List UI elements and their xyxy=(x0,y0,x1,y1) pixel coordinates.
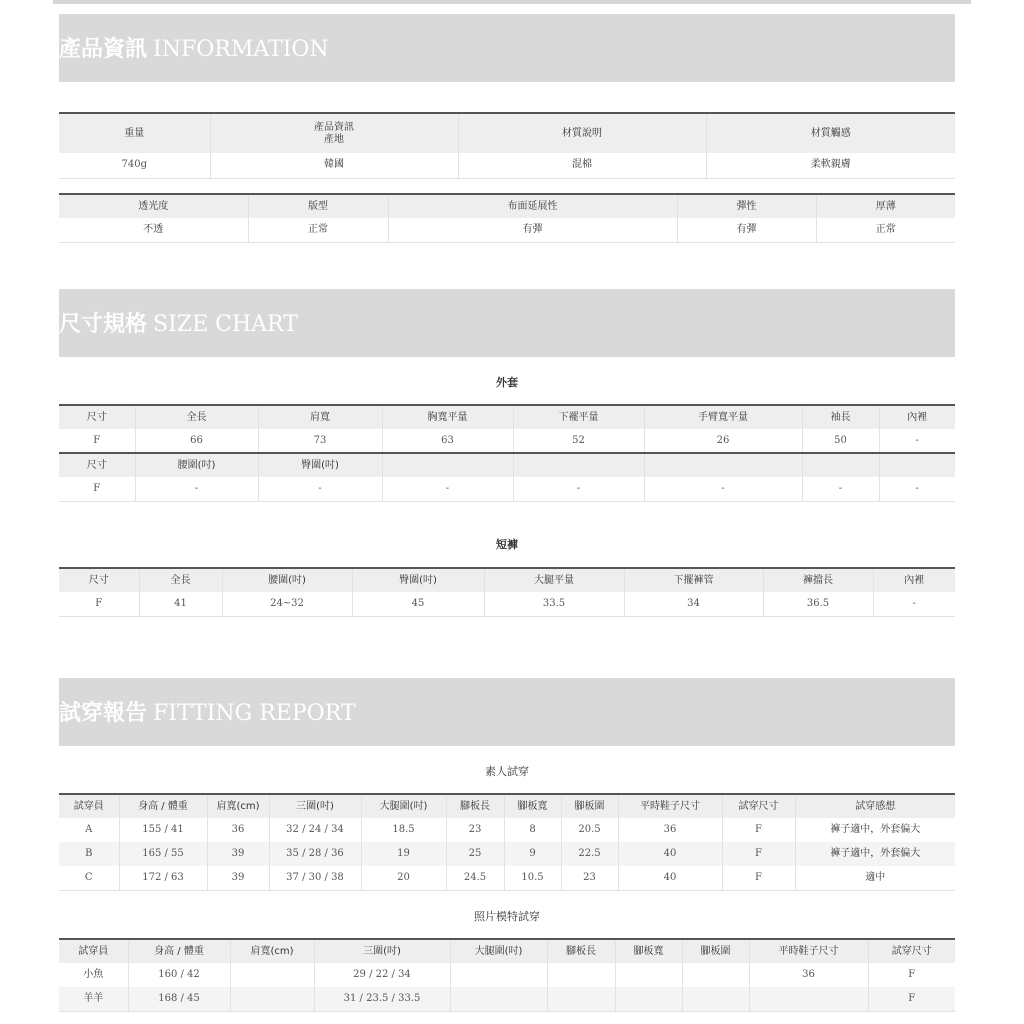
data-cell: 褲子適中，外套偏大 xyxy=(795,842,955,866)
info-table-1 xyxy=(59,112,955,179)
header-cell: 臀圍(吋) xyxy=(258,453,382,477)
data-cell: 有彈 xyxy=(677,218,816,242)
header-cell: 腳板寬 xyxy=(504,794,561,818)
header-cell: 腰圍(吋) xyxy=(222,568,352,592)
data-cell: F xyxy=(59,477,135,501)
header-cell: 褲擋長 xyxy=(763,568,873,592)
data-cell: 50 xyxy=(802,429,879,453)
header-cell: 三圍(吋) xyxy=(314,939,450,963)
header-cell: 透光度 xyxy=(59,194,248,218)
data-cell: 24~32 xyxy=(222,592,352,616)
section-title-zh: 尺寸規格 xyxy=(59,312,148,337)
data-cell: 40 xyxy=(618,842,722,866)
header-cell: 材質說明 xyxy=(458,113,706,153)
data-cell: C xyxy=(59,866,119,890)
data-cell: 正常 xyxy=(816,218,955,242)
model-fitting-table xyxy=(59,938,955,1012)
table-header-row xyxy=(59,939,955,963)
data-cell: 40 xyxy=(618,866,722,890)
data-cell: 20.5 xyxy=(561,818,618,842)
jacket-caption: 外套 xyxy=(496,376,518,389)
table-row xyxy=(59,477,955,501)
data-cell: A xyxy=(59,818,119,842)
data-cell: 160 / 42 xyxy=(128,963,230,987)
table-row xyxy=(59,429,955,453)
header-cell: 版型 xyxy=(248,194,388,218)
header-cell: 平時鞋子尺寸 xyxy=(618,794,722,818)
data-cell: 36 xyxy=(749,963,868,987)
data-cell: 26 xyxy=(644,429,802,453)
data-cell: 45 xyxy=(352,592,484,616)
data-cell xyxy=(450,987,547,1011)
section-title-en: INFORMATION xyxy=(153,37,329,62)
header-cell: 袖長 xyxy=(802,405,879,429)
section-title-zh: 試穿報告 xyxy=(59,701,148,726)
header-cell: 平時鞋子尺寸 xyxy=(749,939,868,963)
data-cell: 22.5 xyxy=(561,842,618,866)
data-cell: - xyxy=(879,477,955,501)
size-chart-title xyxy=(59,307,298,338)
data-cell: 740g xyxy=(59,153,210,178)
origin-header-line1: 產品資訊 產地 xyxy=(314,121,354,145)
section-title-en: SIZE CHART xyxy=(153,312,298,337)
header-cell xyxy=(210,113,458,153)
data-cell: 29 / 22 / 34 xyxy=(314,963,450,987)
header-cell: 肩寬 xyxy=(258,405,382,429)
header-cell: 試穿尺寸 xyxy=(868,939,955,963)
table-header-row xyxy=(59,194,955,218)
data-cell: - xyxy=(258,477,382,501)
data-cell: 20 xyxy=(361,866,446,890)
table-header-row xyxy=(59,113,955,153)
data-cell xyxy=(682,963,749,987)
data-cell: F xyxy=(722,818,795,842)
header-cell: 手臂寬平量 xyxy=(644,405,802,429)
section-title-zh: 產品資訊 xyxy=(59,37,148,62)
data-cell: 36 xyxy=(207,818,269,842)
header-cell: 身高 / 體重 xyxy=(128,939,230,963)
data-cell: 不透 xyxy=(59,218,248,242)
data-cell xyxy=(450,963,547,987)
data-cell: F xyxy=(722,842,795,866)
header-cell: 腳板長 xyxy=(446,794,504,818)
header-cell: 試穿員 xyxy=(59,939,128,963)
data-cell: 32 / 24 / 34 xyxy=(269,818,361,842)
data-cell: 66 xyxy=(135,429,258,453)
data-cell: F xyxy=(868,987,955,1011)
model-fitting-caption: 照片模特試穿 xyxy=(474,910,540,923)
header-cell: 肩寬(cm) xyxy=(207,794,269,818)
data-cell xyxy=(615,987,682,1011)
header-cell: 腳板圍 xyxy=(682,939,749,963)
data-cell xyxy=(615,963,682,987)
table-row xyxy=(59,842,955,866)
data-cell: 63 xyxy=(382,429,513,453)
header-cell xyxy=(382,453,513,477)
data-cell: 165 / 55 xyxy=(119,842,207,866)
shorts-caption: 短褲 xyxy=(496,538,518,551)
header-cell: 尺寸 xyxy=(59,405,135,429)
header-cell: 材質觸感 xyxy=(706,113,955,153)
table-header-row xyxy=(59,568,955,592)
header-cell: 尺寸 xyxy=(59,453,135,477)
header-cell: 彈性 xyxy=(677,194,816,218)
data-cell: 褲子適中，外套偏大 xyxy=(795,818,955,842)
header-cell xyxy=(802,453,879,477)
data-cell: - xyxy=(644,477,802,501)
top-divider xyxy=(53,0,971,4)
data-cell: F xyxy=(59,592,139,616)
header-cell: 身高 / 體重 xyxy=(119,794,207,818)
data-cell xyxy=(749,987,868,1011)
table-row xyxy=(59,592,955,616)
data-cell: 73 xyxy=(258,429,382,453)
table-header-row xyxy=(59,453,955,477)
data-cell: 37 / 30 / 38 xyxy=(269,866,361,890)
data-cell: 24.5 xyxy=(446,866,504,890)
header-cell: 試穿員 xyxy=(59,794,119,818)
table-row xyxy=(59,218,955,242)
table-row xyxy=(59,818,955,842)
data-cell: 34 xyxy=(624,592,763,616)
header-cell xyxy=(513,453,644,477)
data-cell: 41 xyxy=(139,592,222,616)
table-header-row xyxy=(59,794,955,818)
header-cell: 大腿平量 xyxy=(484,568,624,592)
data-cell: 韓國 xyxy=(210,153,458,178)
header-cell: 三圍(吋) xyxy=(269,794,361,818)
header-cell: 下擺褲管 xyxy=(624,568,763,592)
data-cell: 混棉 xyxy=(458,153,706,178)
data-cell xyxy=(230,963,314,987)
header-cell xyxy=(644,453,802,477)
header-cell: 全長 xyxy=(135,405,258,429)
shorts-size-table xyxy=(59,567,955,617)
info-table-2 xyxy=(59,193,955,243)
amateur-fitting-caption: 素人試穿 xyxy=(485,765,529,778)
header-cell: 腰圍(吋) xyxy=(135,453,258,477)
section-title-en: FITTING REPORT xyxy=(153,701,356,726)
header-cell xyxy=(879,453,955,477)
fitting-report-banner xyxy=(59,678,955,746)
data-cell: - xyxy=(513,477,644,501)
fitting-report-title xyxy=(59,696,356,727)
size-chart-banner xyxy=(59,289,955,357)
header-cell: 試穿尺寸 xyxy=(722,794,795,818)
data-cell: F xyxy=(59,429,135,453)
header-cell: 腳板長 xyxy=(547,939,615,963)
amateur-fitting-table xyxy=(59,793,955,891)
data-cell: 39 xyxy=(207,866,269,890)
header-cell: 布面延展性 xyxy=(388,194,677,218)
data-cell: 52 xyxy=(513,429,644,453)
data-cell: 36.5 xyxy=(763,592,873,616)
data-cell: F xyxy=(722,866,795,890)
information-banner xyxy=(59,14,955,82)
information-title xyxy=(59,32,329,63)
header-cell: 大腿圍(吋) xyxy=(450,939,547,963)
header-cell: 大腿圍(吋) xyxy=(361,794,446,818)
header-cell: 下襬平量 xyxy=(513,405,644,429)
data-cell xyxy=(230,987,314,1011)
data-cell: 25 xyxy=(446,842,504,866)
data-cell: - xyxy=(879,429,955,453)
data-cell xyxy=(547,987,615,1011)
table-row xyxy=(59,866,955,890)
data-cell: 8 xyxy=(504,818,561,842)
data-cell: 柔軟親膚 xyxy=(706,153,955,178)
data-cell: 23 xyxy=(446,818,504,842)
header-cell: 試穿感想 xyxy=(795,794,955,818)
data-cell: 155 / 41 xyxy=(119,818,207,842)
data-cell: 19 xyxy=(361,842,446,866)
data-cell: 有彈 xyxy=(388,218,677,242)
data-cell: 正常 xyxy=(248,218,388,242)
header-cell: 內裡 xyxy=(879,405,955,429)
data-cell: - xyxy=(802,477,879,501)
data-cell: 31 / 23.5 / 33.5 xyxy=(314,987,450,1011)
data-cell: 小魚 xyxy=(59,963,128,987)
table-row xyxy=(59,987,955,1011)
data-cell: 羊羊 xyxy=(59,987,128,1011)
data-cell: 33.5 xyxy=(484,592,624,616)
data-cell: 168 / 45 xyxy=(128,987,230,1011)
header-cell: 臀圍(吋) xyxy=(352,568,484,592)
data-cell: F xyxy=(868,963,955,987)
data-cell: 9 xyxy=(504,842,561,866)
table-row xyxy=(59,963,955,987)
header-cell: 腳板圍 xyxy=(561,794,618,818)
data-cell: B xyxy=(59,842,119,866)
table-header-row xyxy=(59,405,955,429)
data-cell: 23 xyxy=(561,866,618,890)
header-cell: 全長 xyxy=(139,568,222,592)
jacket-size-table xyxy=(59,404,955,502)
header-cell: 胸寬平量 xyxy=(382,405,513,429)
data-cell: - xyxy=(135,477,258,501)
table-row xyxy=(59,153,955,178)
data-cell: 適中 xyxy=(795,866,955,890)
data-cell: 18.5 xyxy=(361,818,446,842)
header-cell: 內裡 xyxy=(873,568,955,592)
data-cell: 39 xyxy=(207,842,269,866)
data-cell: - xyxy=(873,592,955,616)
data-cell xyxy=(682,987,749,1011)
data-cell: - xyxy=(382,477,513,501)
data-cell: 10.5 xyxy=(504,866,561,890)
data-cell: 35 / 28 / 36 xyxy=(269,842,361,866)
header-cell: 腳板寬 xyxy=(615,939,682,963)
header-cell: 尺寸 xyxy=(59,568,139,592)
data-cell: 172 / 63 xyxy=(119,866,207,890)
header-cell: 重量 xyxy=(59,113,210,153)
data-cell: 36 xyxy=(618,818,722,842)
data-cell xyxy=(547,963,615,987)
header-cell: 厚薄 xyxy=(816,194,955,218)
header-cell: 肩寬(cm) xyxy=(230,939,314,963)
